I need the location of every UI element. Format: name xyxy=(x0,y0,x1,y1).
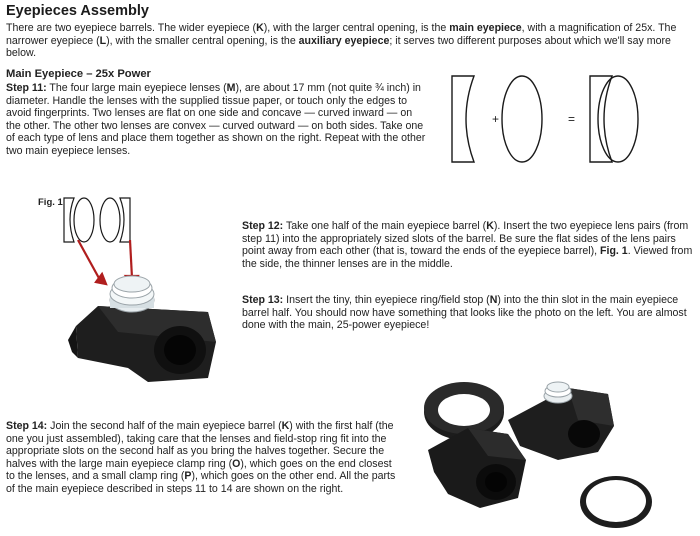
intro-text: ; it serves two different purposes about which we'll say more below. xyxy=(6,34,671,60)
step-13-label: Step 13: xyxy=(242,294,284,306)
plano-concave-lens-icon xyxy=(452,76,474,162)
intro-text: ), with the larger central opening, is the xyxy=(263,22,450,34)
lens-stack-icon xyxy=(110,276,154,312)
part-m-label: M xyxy=(226,82,236,94)
part-p-label: P xyxy=(184,470,192,483)
equals-sign: = xyxy=(568,112,576,126)
figure-reference: Fig. 1 xyxy=(600,245,628,258)
fig1-lens-outline xyxy=(62,196,142,246)
barrel-body-icon xyxy=(68,306,216,382)
intro-text: , with a magnification of 25x. The narrower eyepiece ( xyxy=(6,22,677,47)
main-eyepiece-term: main eyepiece xyxy=(449,22,522,34)
step-text: ), are about 17 mm (not quite ¾ inch) in diameter. Handle the lenses with the supplied tissue paper, or touch only the edges to avoid fingerprints. Two lenses are flat on one side and concave — curved inward — on the other. The other two lenses are convex — curved outward — on both sides. Take one of each type of lens and place them together as shown on the right. Repeat with the other two main eyepiece lenses. xyxy=(6,82,426,157)
step-14-label: Step 14: xyxy=(6,420,48,432)
step-text: Insert the tiny, thin eyepiece ring/field stop ( xyxy=(283,294,490,306)
intro-text: ), with the smaller central opening, is the xyxy=(106,34,299,47)
fig1-convex-lens-icon xyxy=(100,198,120,242)
fig1-plano-concave-lens-icon xyxy=(120,198,130,242)
eyepiece-half-photo xyxy=(58,240,228,390)
intro-text: There are two eyepiece barrels. The wider eyepiece ( xyxy=(6,22,257,34)
step-12-label: Step 12: xyxy=(242,220,284,232)
step-12-paragraph xyxy=(242,220,694,270)
auxiliary-eyepiece-term: auxiliary eyepiece xyxy=(298,34,390,47)
step-text: The four large main eyepiece lenses ( xyxy=(46,82,227,94)
barrel-half-with-lenses-icon xyxy=(508,382,614,460)
step-text: Take one half of the main eyepiece barrel ( xyxy=(283,220,487,232)
combined-lens-pair-icon xyxy=(590,76,612,162)
step-text: ). Insert the two eyepiece lens pairs (from step 11) into the appropriately sized slots of the barrel. Be sure the flat sides of the lens pairs point away from each other (that is, toward the ends of the eyepiece barrel), xyxy=(242,220,689,258)
step-11-paragraph xyxy=(6,82,426,158)
part-n-label: N xyxy=(489,294,498,306)
intro-paragraph xyxy=(6,22,694,60)
section-subtitle: Main Eyepiece – 25x Power xyxy=(6,68,151,80)
step-text: ) with the first half (the one you just assembled), taking care that the lenses and field-stop ring fit into the appropriate slots on the second half as you bring the halves together. Secure the halves with the large main eyepiece clamp ring ( xyxy=(6,420,394,470)
part-k-label: K xyxy=(486,220,494,232)
figure-1-label: Fig. 1 xyxy=(38,197,63,208)
step-13-paragraph xyxy=(242,294,694,332)
step-text: ), which goes on the end closest to the lenses, and a small clamp ring ( xyxy=(6,457,392,483)
step-text: ), which goes on the other end. All the parts of the main eyepiece described in steps 11 to 14 are shown on the right. xyxy=(6,470,396,495)
lens-combination-diagram xyxy=(440,64,680,174)
step-text: ) into the thin slot in the main eyepiece barrel half. You should now have something that looks like the photo on the left. You are almost done with the main, 25-power eyepiece! xyxy=(242,294,687,332)
plus-sign: + xyxy=(492,112,500,126)
part-o-label: O xyxy=(232,457,241,470)
part-l-label: L xyxy=(99,34,107,47)
eyepiece-parts-photo xyxy=(408,374,698,534)
biconvex-lens-icon xyxy=(502,76,542,162)
step-text: . Viewed from the side, the thinner lenses are in the middle. xyxy=(242,245,693,270)
small-clamp-ring-icon xyxy=(580,476,652,528)
second-barrel-half-icon xyxy=(428,428,526,508)
step-11-label: Step 11: xyxy=(6,82,47,94)
page-title: Eyepieces Assembly xyxy=(6,3,149,19)
part-k-label: K xyxy=(256,22,264,34)
fig1-plano-concave-lens-icon xyxy=(64,198,74,242)
fig1-convex-lens-icon xyxy=(74,198,94,242)
step-text: Join the second half of the main eyepiece barrel ( xyxy=(47,420,282,432)
part-k-label: K xyxy=(281,420,290,432)
step-14-paragraph xyxy=(6,420,396,496)
